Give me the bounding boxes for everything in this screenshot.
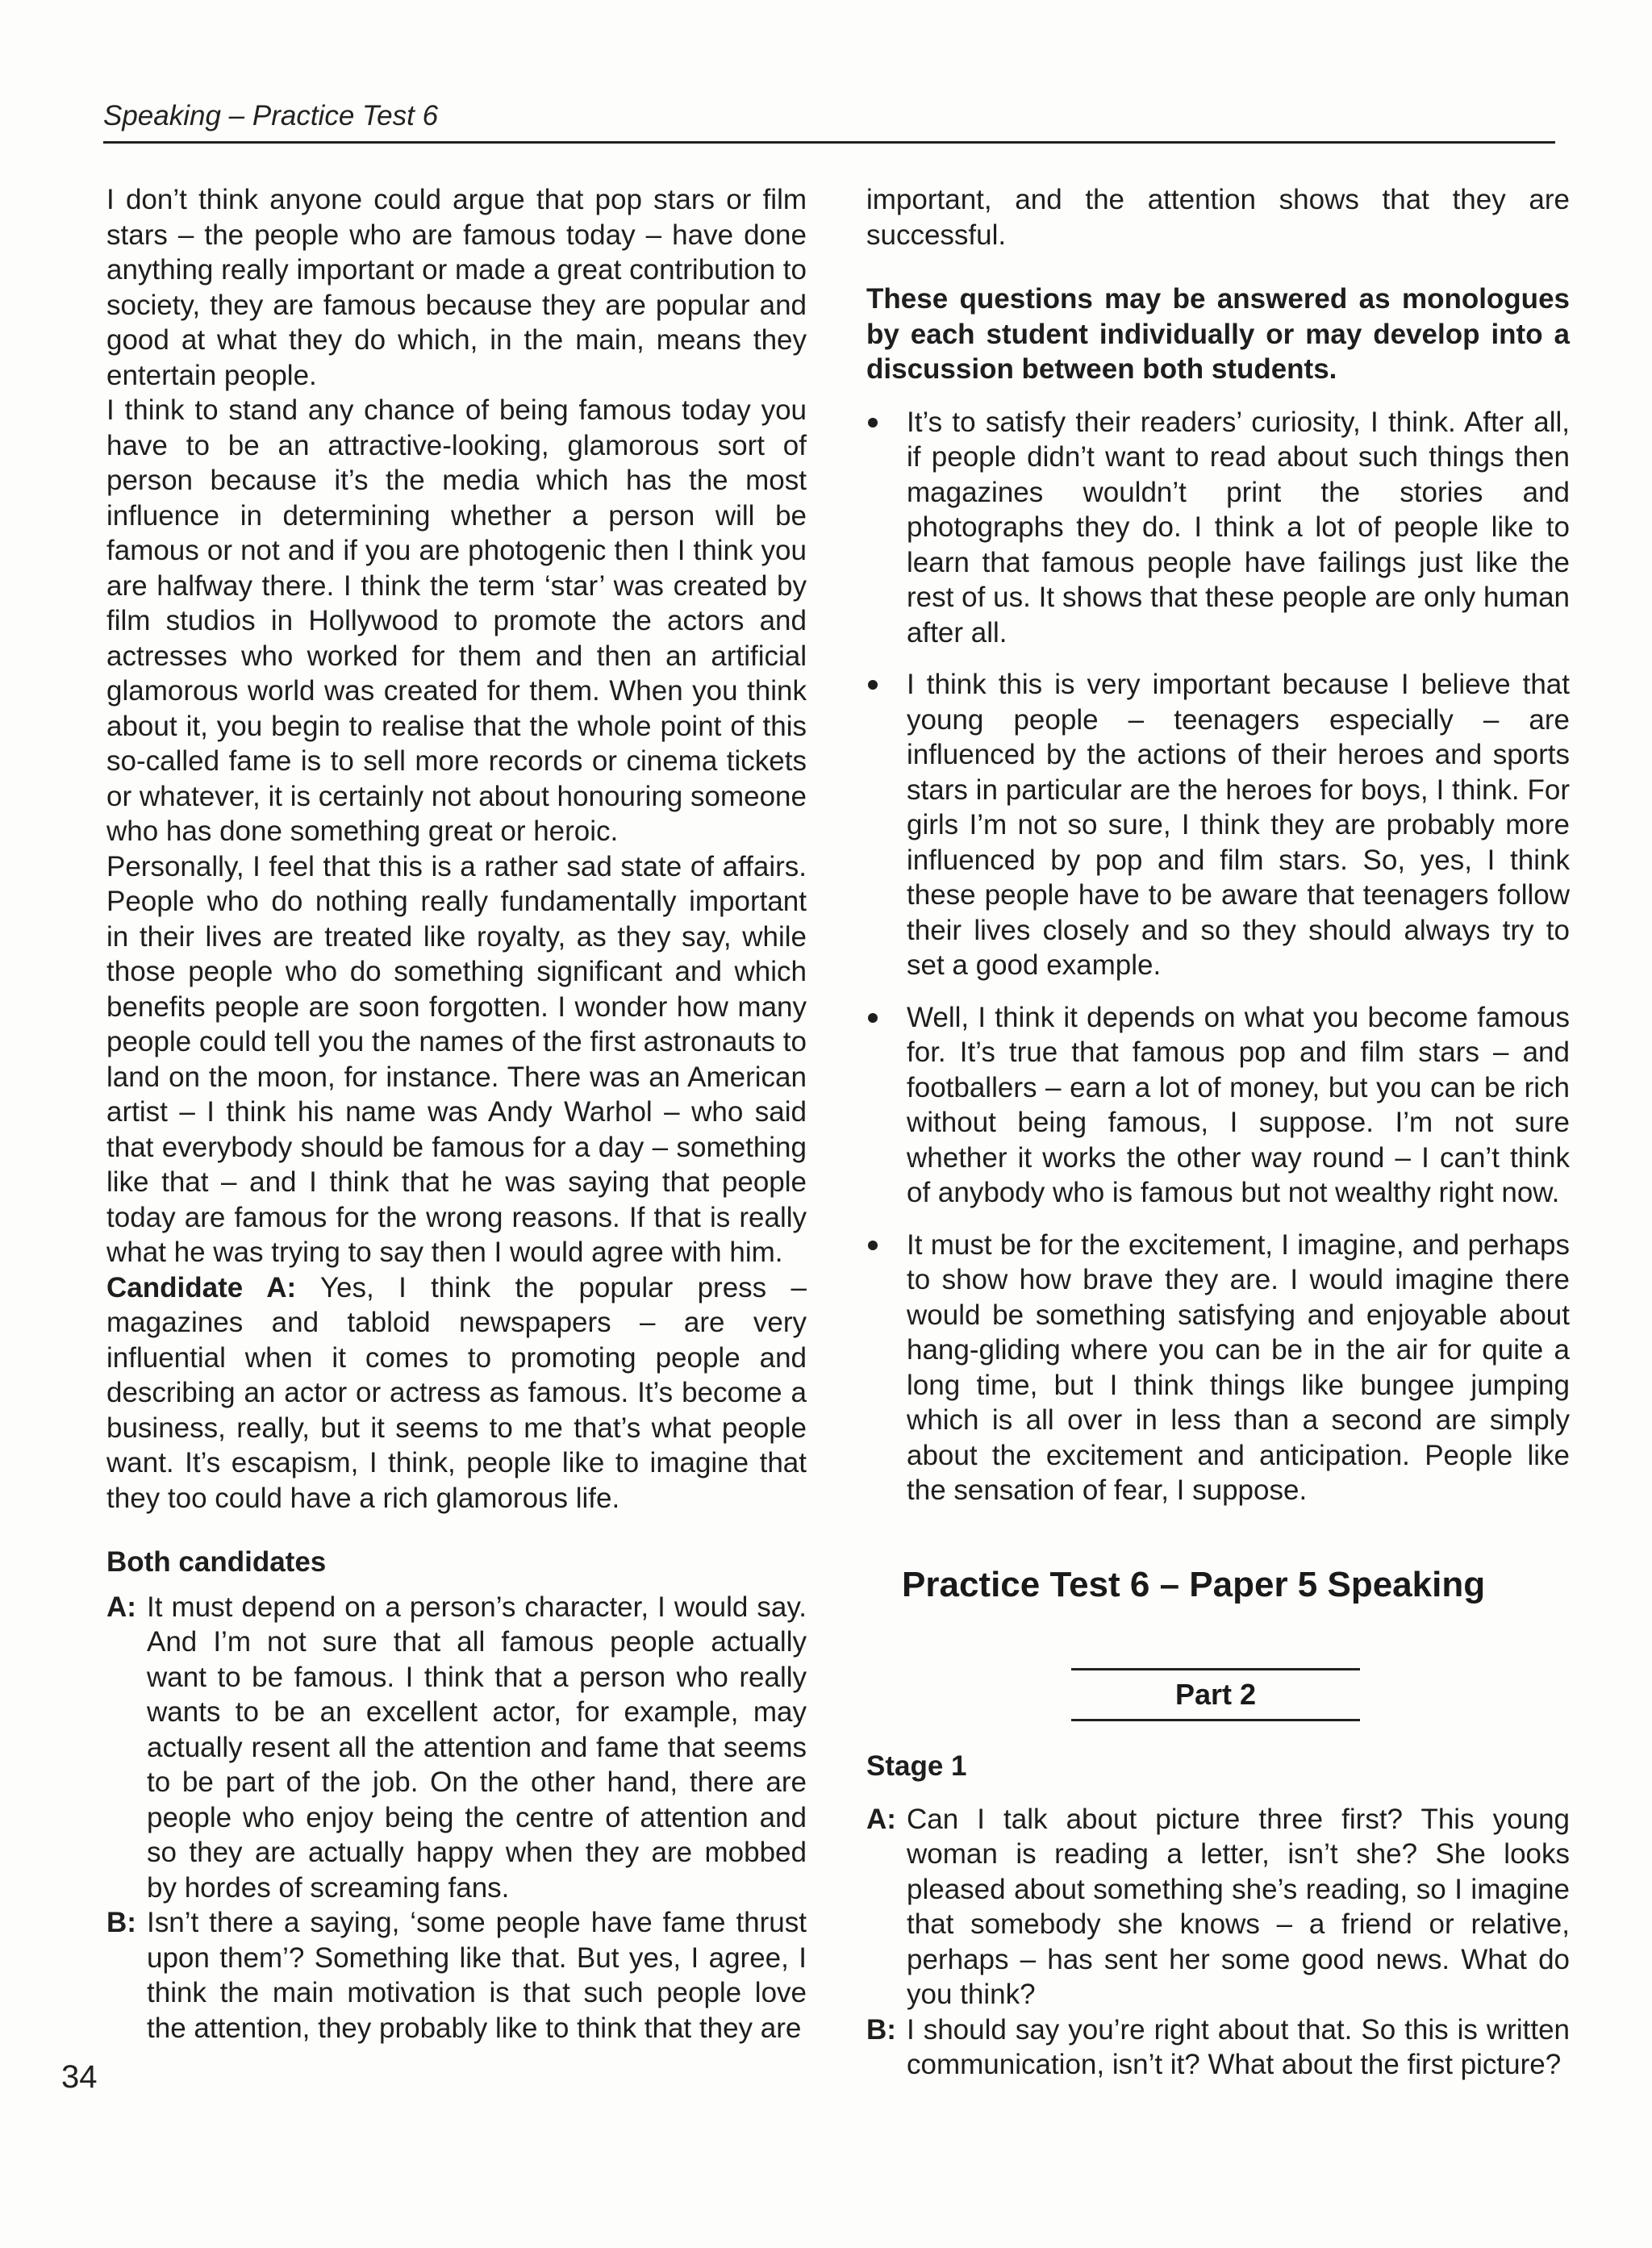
bullet-icon [868,1013,878,1023]
right-continuation: important, and the attention shows that they are successful. [866,184,1570,251]
list-item [866,405,1570,651]
speaker-text: I should say you’re right about that. So this is written communication, isn’t it? What about the first picture? [907,2013,1570,2080]
dialogue-turn-b [106,1905,807,2046]
candidate-a-text: Yes, I think the popular press – magazines and tabloid newspapers – are very influential when it comes to promoting people and describing an actor or actress as famous. It’s become a business, really, but it seems to me that’s what people want. It’s escapism, I think, people like to imagine that they too could have a rich glamorous life. [106,1271,807,1514]
bullet-text: It must be for the excitement, I imagine, and perhaps to show how brave they are. I would imagine there would be something satisfying and enjoyable about hang-gliding where you can be in the air for quite a long time, but I think things like bungee jumping which is all over in less than a second are simply about the excitement and anticipation. People like the sensation of fear, I suppose. [907,1228,1570,1506]
dialogue-turn-b [866,2012,1570,2083]
speaker-label: A: [866,1803,896,1835]
both-candidates-heading: Both candidates [106,1546,327,1578]
list-item [866,667,1570,983]
bullet-icon [868,418,878,427]
speaker-text: It must depend on a person’s character, I would say. And I’m not sure that all famous people actually want to be famous. I think that a person who really wants to be an excellent actor, for example, may actually resent all the attention and fame that seems to be part of the job. On the other hand, there are people who enjoy being the centre of attention and so they are actually happy when they are mobbed by hordes of screaming fans. [147,1591,807,1904]
bullet-icon [868,680,878,690]
running-title: Speaking – Practice Test 6 [103,100,439,131]
stage-heading: Stage 1 [866,1750,967,1782]
speaker-label: B: [866,2013,896,2046]
section-title: Practice Test 6 – Paper 5 Speaking [902,1565,1486,1604]
dialogue-turn-a [866,1802,1570,2012]
speaker-label: A: [106,1591,136,1623]
header-rule [103,141,1555,144]
bullet-text: It’s to satisfy their readers’ curiosity, I think. After all, if people didn’t want to read about such things then magazines wouldn’t print the stories and photographs they do. I think a lot of people like to learn that famous people have failings just like the rest of us. It shows that these people are only human after all. [907,406,1570,649]
left-paragraph-3: Personally, I feel that this is a rather sad state of affairs. People who do nothing really fundamentally important in their lives are treated like royalty, as they say, while those people who do something significant and which benefits people are soon forgotten. I wonder how many people could tell you the names of the first astronauts to land on the moon, for instance. There was an American artist – I think his name was Andy Warhol – who said that everybody should be famous for a day – something like that – and I think that he was saying that people today are famous for the wrong reasons. If that is really what he was trying to say then I would agree with him. [106,850,807,1268]
bullet-text: I think this is very important because I believe that young people – teenagers especially – are influenced by the actions of their heroes and sports stars in particular are the heroes for boys, I think. For girls I’m not so sure, I think they are probably more influenced by pop and film stars. So, yes, I think these people have to be aware that teenagers follow their lives closely and so they should always try to set a good example. [907,669,1570,981]
bullet-text: Well, I think it depends on what you become famous for. It’s true that famous pop and film stars – and footballers – earn a lot of money, but you can be rich without being famous, I suppose. I’m not sure whether it works the other way round – I can’t think of anybody who is famous but not wealthy right now. [907,1001,1570,1208]
left-paragraph-2: I think to stand any chance of being famous today you have to be an attractive-looking, glamorous sort of person because it’s the media which has the most influence in determining whether a person will be famous or not and if you are photogenic then I think you are halfway there. I think the term ‘star’ was created by film studios in Hollywood to promote the actors and actresses who worked for them and then an artificial glamorous world was created for them. When you think about it, you begin to realise that the whole point of this so-called fame is to sell more records or cinema tickets or whatever, it is certainly not about honouring someone who has done something great or heroic. [106,394,807,847]
candidate-a-paragraph [106,1270,807,1516]
bullet-icon [868,1241,878,1250]
list-item [866,1228,1570,1508]
part-label: Part 2 [1071,1668,1360,1721]
right-column [866,182,1570,1525]
left-column [106,182,807,2046]
instruction-note: These questions may be answered as monologues by each student individually or may develop into a discussion between both students. [866,283,1570,385]
candidate-a-label: Candidate A: [106,1271,297,1303]
left-paragraph-1: I don’t think anyone could argue that pop stars or film stars – the people who are famous today – have done anything really important or made a great contribution to society, they are famous because they are popular and good at what they do which, in the main, means they entertain people. [106,184,807,391]
answer-bullet-list [866,405,1570,1508]
stage-1-block [866,1749,1570,2083]
list-item [866,1000,1570,1211]
speaker-label: B: [106,1907,136,1938]
speaker-text: Can I talk about picture three first? This young woman is reading a letter, isn’t she? She looks pleased about something she’s reading, so I imagine that somebody she knows – a friend or relative, perhaps – has sent her some good news. What do you think? [907,1803,1570,2010]
dialogue-turn-a [106,1590,807,1906]
page-number: 34 [61,2059,98,2095]
speaker-text: Isn’t there a saying, ‘some people have fame thrust upon them’? Something like that. But yes, I agree, I think the main motivation is that such people love the attention, they probably like to think that they are [147,1907,807,2044]
